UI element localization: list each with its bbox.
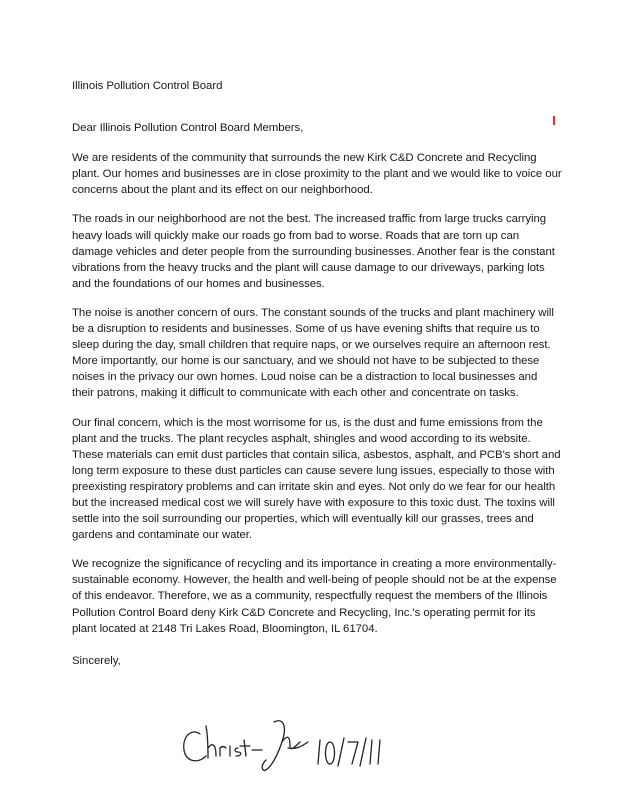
closing: Sincerely, <box>72 654 121 667</box>
salutation: Dear Illinois Pollution Control Board Members, <box>72 122 304 135</box>
recipient-line: Illinois Pollution Control Board <box>72 80 223 92</box>
paragraph-roads: The roads in our neighborhood are not the best. The increased traffic from large trucks carrying heavy loads will quickly make our roads go from bad to worse. Roads that are torn up can damage vehicles and deter people from the surrounding businesses. Another fear is the constant vibrations from the heavy trucks and the plant will cause damage to our driveways, parking lots and the foundations of our homes and businesses. <box>72 213 555 290</box>
letter-body <box>72 78 562 669</box>
paragraph-request: We recognize the significance of recycling and its importance in creating a more environmentally-sustainable economy. However, the health and well-being of people should not be at the expense of this endeavor. Therefore, we as a community, respectfully request the members of the Illinois Pollution Control Board deny Kirk C&D Concrete and Recycling, Inc.'s operating permit for its plant located at 2148 Tri Lakes Road, Bloomington, IL 61704. <box>72 558 557 635</box>
paragraph-noise: The noise is another concern of ours. The constant sounds of the trucks and plant machinery will be a disruption to residents and businesses. Some of us have evening shifts that require us to sleep during the day, small children that require naps, or we ourselves require an afternoon rest. More importantly, our home is our sanctuary, and we should not have to be subjected to these noises in the privacy our own homes. Loud noise can be a distraction to local businesses and their patrons, making it difficult to communicate with each other and concentrate on tasks. <box>72 306 554 400</box>
paragraph-dust: Our final concern, which is the most worrisome for us, is the dust and fume emissions from the plant and the trucks. The plant recycles asphalt, shingles and wood according to its website. These materials can emit dust particles that contain silica, asbestos, asphalt, and PCB's short and long term exposure to these dust particles can cause severe lung issues, especially to those with preexisting respiratory problems and can irritate skin and eyes. Not only do we fear for our health but the increased medical cost we will surely have with exposure to this toxic dust. The toxins will settle into the soil surrounding our properties, which will eventually kill our grasses, trees and gardens and contaminate our water. <box>72 416 561 542</box>
handwritten-signature <box>178 712 388 778</box>
paragraph-introduction: We are residents of the community that surrounds the new Kirk C&D Concrete and Recycling plant. Our homes and businesses are in close proximity to the plant and we would like to voice our concerns about the plant and its effect on our neighborhood. <box>72 152 562 197</box>
signature-graphic <box>178 712 388 778</box>
